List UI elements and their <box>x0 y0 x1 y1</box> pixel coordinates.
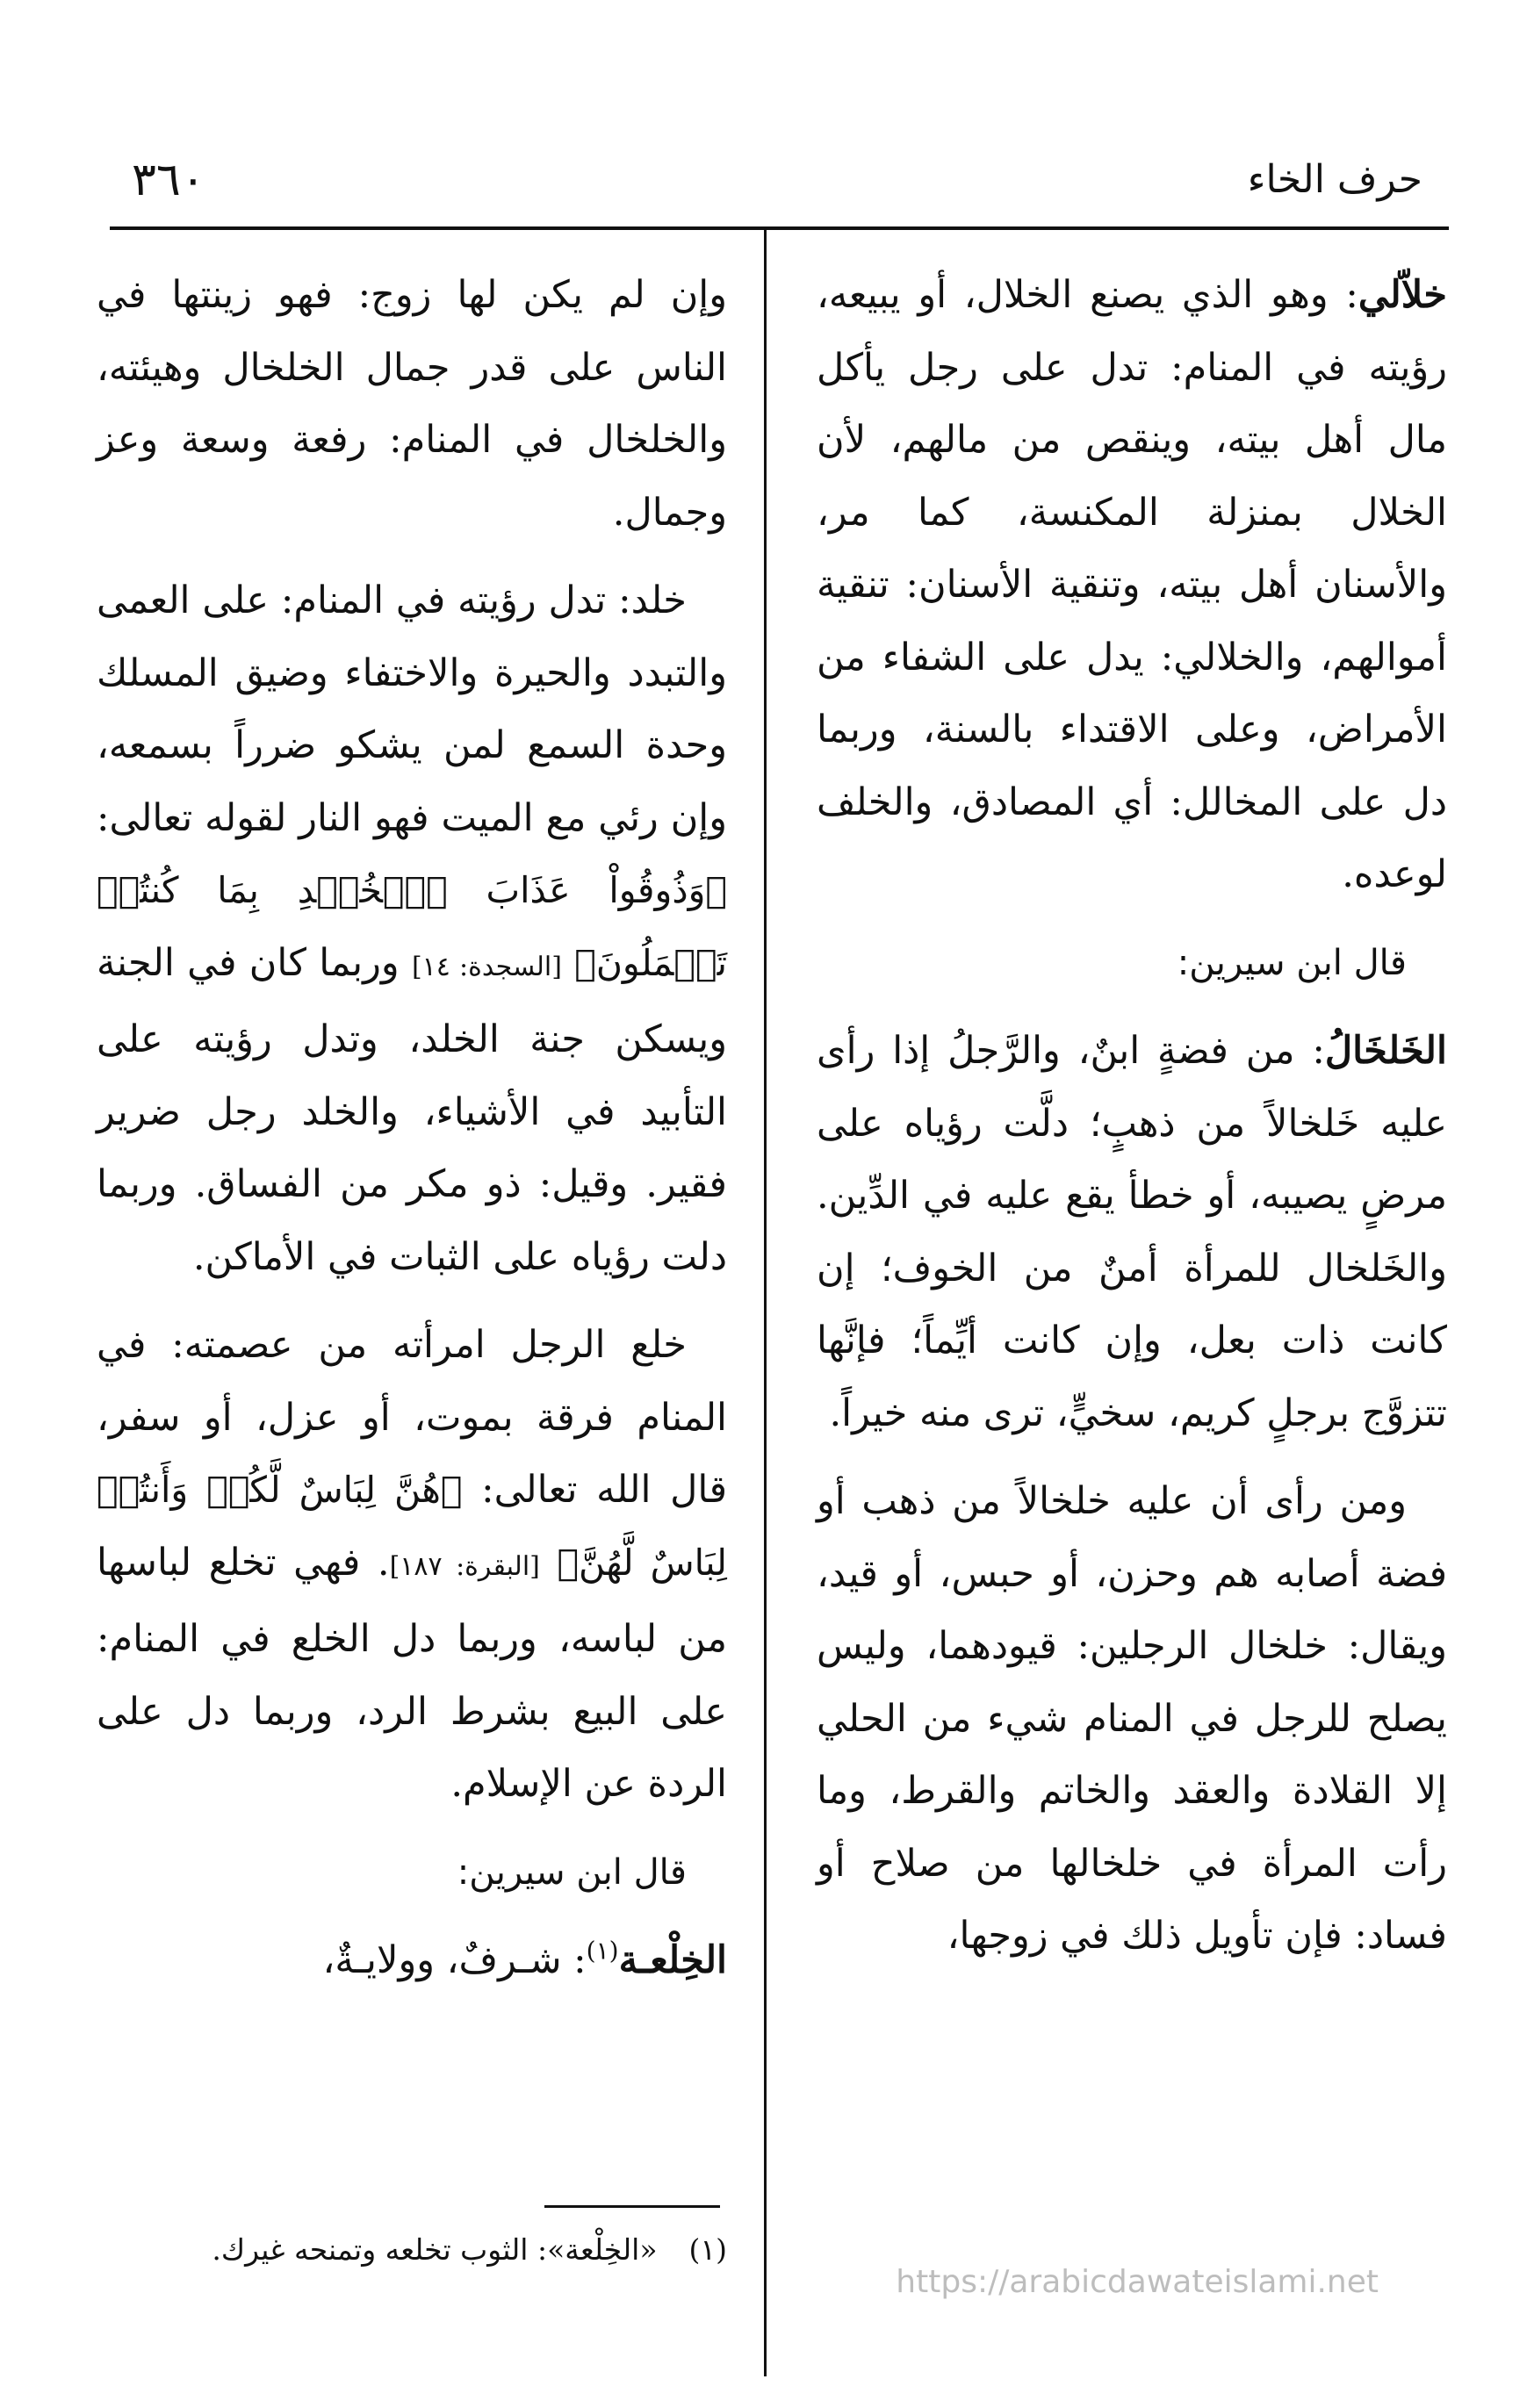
section-heading: قال ابن سيرين: <box>457 1851 687 1893</box>
quran-quote: ﴿هُنَّ لِبَاسٌ لَّكُمۡ وَأَنتُمۡ لِبَاسٌ لَّهُنَّ﴾ <box>97 1469 727 1584</box>
paragraph-khalkhal <box>817 1015 1447 1449</box>
entry-text: . فهي تخلع لباسها من لباسه، وربما دل الخلع في المنام: على البيع بشرط الرد، وربما دل على الردة عن الإسلام. <box>97 1540 727 1806</box>
paragraph-khul <box>97 1309 727 1821</box>
footnote <box>97 2219 727 2298</box>
footnote-number: (١) <box>688 2232 727 2267</box>
entry-term: خلاّلي <box>1358 273 1447 317</box>
paragraph-continuation: وإن لم يكن لها زوج: فهو زينتها في الناس على قدر جمال الخلخال وهيئته، والخلخال في المنام: رفعة وسعة وعز وجمال. <box>97 273 727 535</box>
paragraph-khalkhal-gold: ومن رأى أن عليه خلخالاً من ذهب أو فضة أصابه هم وحزن، أو حبس، أو قيد، ويقال: خلخال الرجلين: قيودهما، وليس يصلح للرجل في المنام شيء من الحلي إلا القلادة والعقد والخاتم والقرط، وما رأت المرأة في خلخالها من صلاح أو فساد: فإن تأويل ذلك في زوجها، <box>817 1479 1447 1958</box>
entry-term: الخَلخَالُ <box>1324 1029 1447 1073</box>
header-rule <box>110 226 1449 230</box>
page-number: ٣٦٠ <box>132 154 205 206</box>
entry-text: خلد: تدل رؤيته في المنام: على العمى والتبدد والحيرة والاختفاء وضيق المسلك وحدة السمع لمن يشكو ضرراً بسمعه، وإن رئي مع الميت فهو النار لقوله تعالى: <box>97 579 727 840</box>
paragraph-khila <box>97 1924 727 1997</box>
footnote-text: «الخِلْعة»: الثوب تخلعه وتمنحه غيرك. <box>212 2232 658 2267</box>
quran-quote: ﴿وَذُوقُواْ عَذَابَ ٱلۡخُلۡدِ بِمَا كُنتُمۡ تَعۡمَلُونَ﴾ <box>97 869 728 984</box>
entry-text: : شـرفٌ، وولايـةٌ، <box>322 1938 587 1982</box>
entry-text: وربما كان في الجنة ويسكن جنة الخلد، وتدل رؤيته على التأبيد في الأشياء، والخلد رجل ضرير فقير. وقيل: ذو مكر من الفساق. وربما دلت رؤياه على الثبات في الأماكن. <box>97 940 727 1279</box>
right-column <box>817 259 1447 1988</box>
section-heading: قال ابن سيرين: <box>1177 942 1407 983</box>
entry-term: الخِلْعـة <box>618 1938 727 1982</box>
quran-reference: [البقرة: ١٨٧] <box>389 1550 540 1582</box>
watermark-url: https://arabicdawateislami.net <box>896 2264 1379 2300</box>
entry-text: خلع الرجل امرأته من عصمته: في المنام فرقة بموت، أو عزل، أو سفر، قال الله تعالى: <box>97 1323 727 1512</box>
footnote-rule <box>544 2205 720 2208</box>
column-divider <box>764 230 767 2376</box>
footnote-marker: (١) <box>586 1936 619 1966</box>
paragraph-khallali <box>817 259 1447 911</box>
quran-reference: [السجدة: ١٤] <box>411 951 562 982</box>
paragraph-khuld <box>97 564 727 1293</box>
chapter-title: حرف الخاء <box>1247 157 1422 202</box>
left-column <box>97 259 727 2013</box>
entry-text: : من فضةٍ ابنٌ، والرَّجلُ إذا رأى عليه خَلخالاً من ذهبٍ؛ دلَّت رؤياه على مرضٍ يصيبه، أو خطأ يقع عليه في الدِّين. والخَلخال للمرأة أمنٌ من الخوف؛ إن كانت ذات بعل، وإن كانت أيِّماً؛ فإنَّها تتزوَّج برجلٍ كريم، سخيٍّ، ترى منه خيراً. <box>817 1029 1447 1435</box>
entry-text: : وهو الذي يصنع الخلال، أو يبيعه، رؤيته في المنام: تدل على رجل يأكل مال أهل بيته، وينقص من مالهم، لأن الخلال بمنزلة المكنسة، كما مر، والأسنان أهل بيته، وتنقية الأسنان: تنقية أموالهم، والخلالي: يدل على الشفاء من الأمراض، وعلى الاقتداء بالسنة، وربما دل على المخالل: أي المصادق، والخلف لوعده. <box>817 273 1447 896</box>
